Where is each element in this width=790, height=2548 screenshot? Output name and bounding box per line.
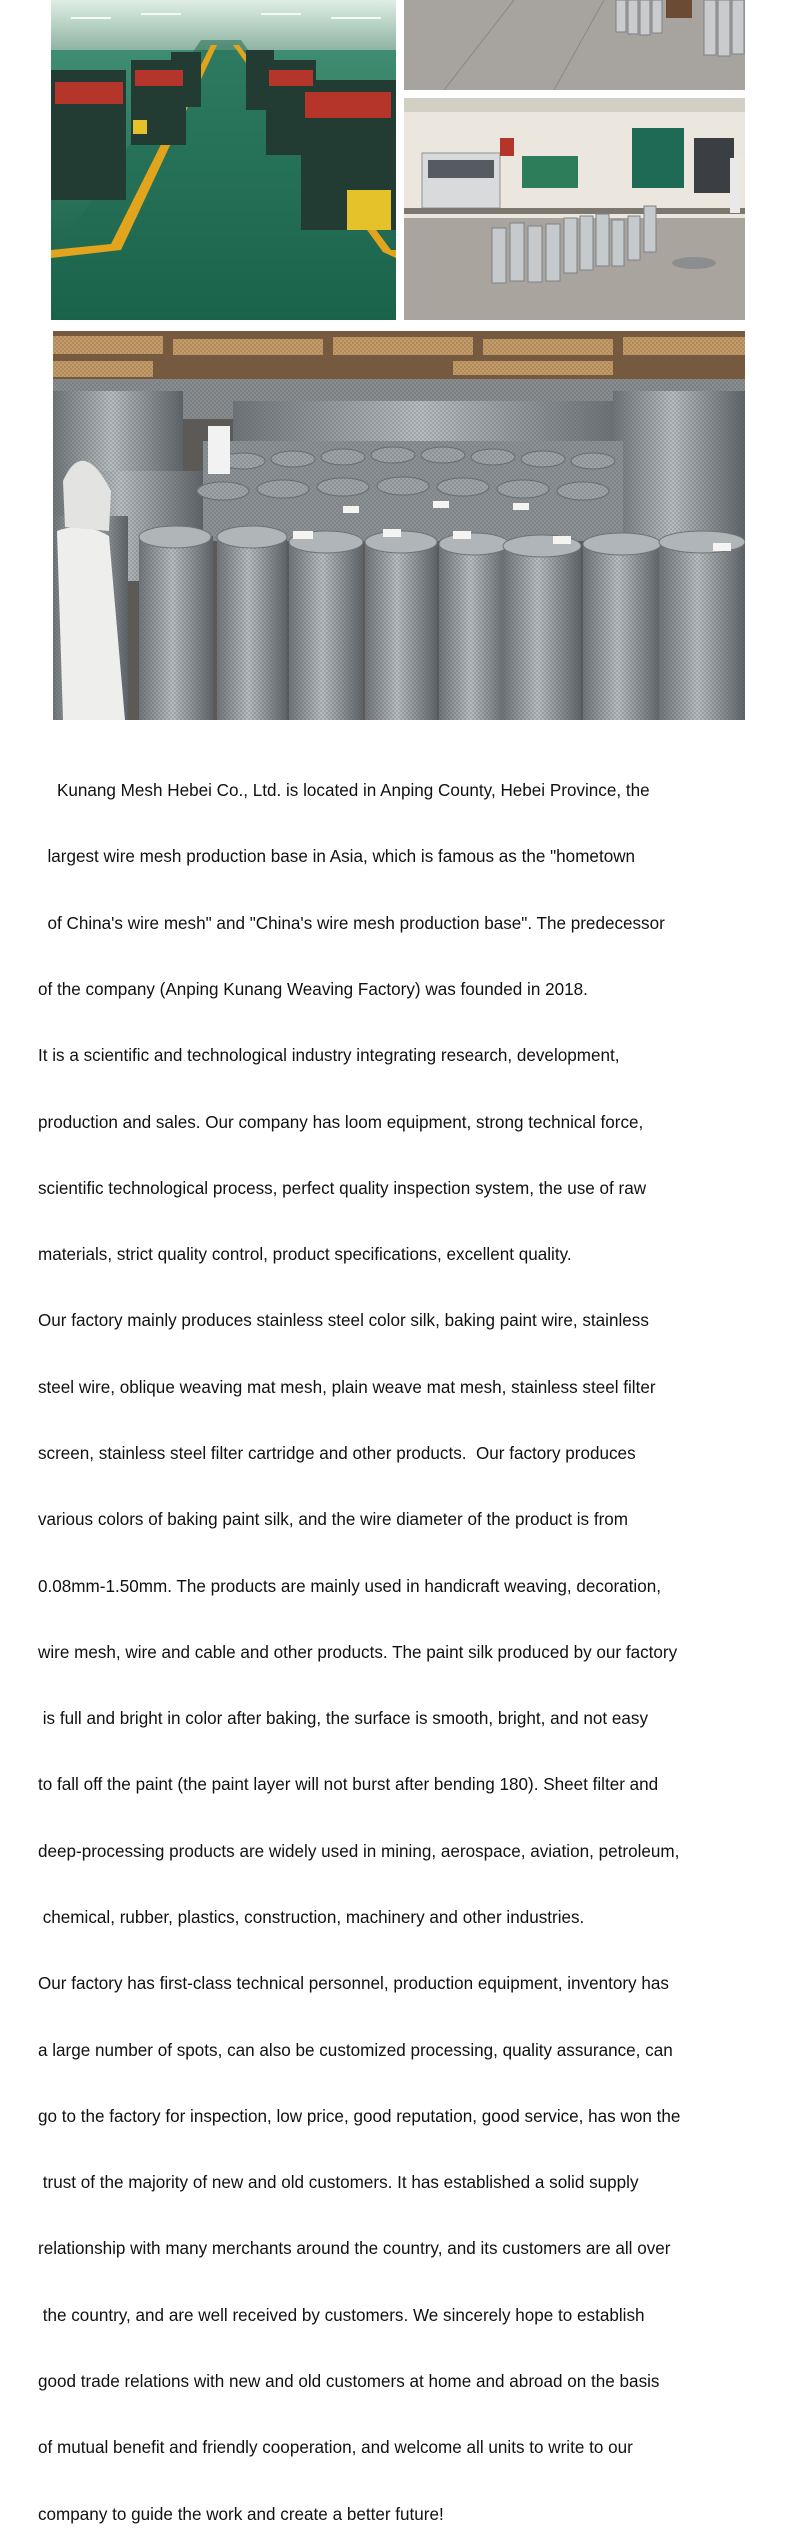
article-line: It is a scientific and technological industry integrating research, development,: [38, 1046, 620, 1066]
article-line: good trade relations with new and old customers at home and abroad on the basis: [38, 2371, 660, 2391]
article-line: go to the factory for inspection, low price, good reputation, good service, has won the: [38, 2106, 681, 2126]
article-line: scientific technological process, perfect quality inspection system, the use of raw: [38, 1178, 647, 1198]
floor-tubes-illustration: [404, 0, 745, 90]
article-line: of the company (Anping Kunang Weaving Factory) was founded in 2018.: [38, 980, 588, 1000]
wire-mesh-rolls-illustration: [53, 331, 745, 720]
article-line: various colors of baking paint silk, and the wire diameter of the product is from: [38, 1510, 629, 1530]
article-line: relationship with many merchants around the country, and its customers are all over: [38, 2239, 671, 2259]
article-line: trust of the majority of new and old customers. It has established a solid supply: [38, 2173, 639, 2193]
article-line: steel wire, oblique weaving mat mesh, plain weave mat mesh, stainless steel filter: [38, 1377, 656, 1397]
article-line: Kunang Mesh Hebei Co., Ltd. is located in Anping County, Hebei Province, the: [38, 781, 650, 801]
article-line: Our factory mainly produces stainless steel color silk, baking paint wire, stainless: [38, 1311, 649, 1331]
article-line: Our factory has first-class technical personnel, production equipment, inventory has: [38, 1974, 669, 1994]
article-line: wire mesh, wire and cable and other products. The paint silk produced by our factory: [38, 1642, 678, 1662]
article-line: to fall off the paint (the paint layer will not burst after bending 180). Sheet filter and: [38, 1775, 659, 1795]
wire-mesh-rolls-photo: [53, 331, 745, 720]
article-line: of China's wire mesh" and "China's wire mesh production base". The predecessor: [38, 913, 665, 933]
article-line: the country, and are well received by customers. We sincerely hope to establish: [38, 2305, 645, 2325]
company-introduction-text: [38, 736, 768, 2548]
article-line: company to guide the work and create a better future!: [38, 2504, 444, 2524]
article-line: screen, stainless steel filter cartridge and other products. Our factory produces: [38, 1444, 636, 1463]
floor-tubes-photo: [404, 0, 745, 90]
article-line: production and sales. Our company has loom equipment, strong technical force,: [38, 1112, 644, 1132]
article-line: materials, strict quality control, product specifications, excellent quality.: [38, 1245, 572, 1265]
workshop-photo: [404, 98, 745, 320]
article-line: deep-processing products are widely used in mining, aerospace, aviation, petroleum,: [38, 1841, 680, 1861]
article-line: largest wire mesh production base in Asia, which is famous as the "hometown: [38, 847, 636, 867]
article-line: 0.08mm-1.50mm. The products are mainly used in handicraft weaving, decoration,: [38, 1576, 661, 1596]
article-line: of mutual benefit and friendly cooperation, and welcome all units to write to our: [38, 2438, 633, 2458]
article-line: a large number of spots, can also be customized processing, quality assurance, can: [38, 2040, 673, 2060]
weaving-looms-illustration: [51, 0, 396, 320]
article-line: is full and bright in color after baking, the surface is smooth, bright, and not easy: [38, 1709, 649, 1729]
workshop-illustration: [404, 98, 745, 320]
article-line: chemical, rubber, plastics, construction, machinery and other industries.: [38, 1907, 585, 1927]
weaving-looms-photo: [51, 0, 396, 320]
